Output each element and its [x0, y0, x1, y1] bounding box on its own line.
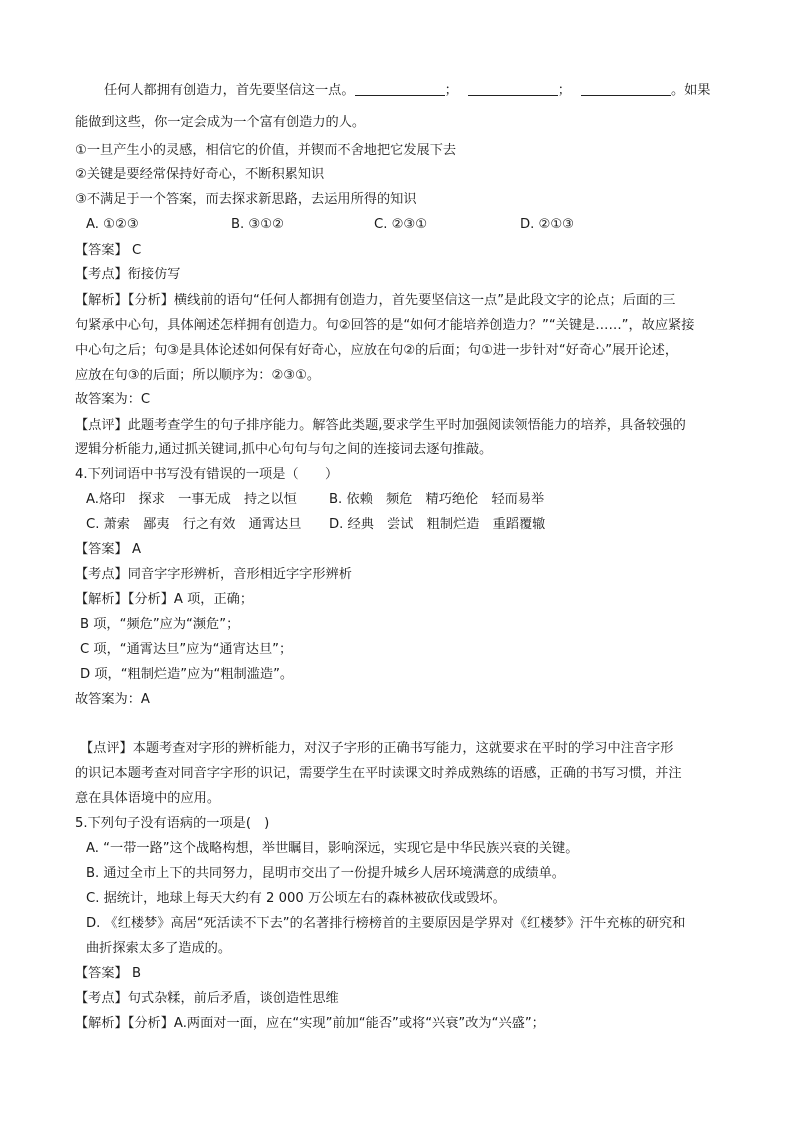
- q4-options-row2: [86, 516, 545, 534]
- q3-dianping-line2: 逻辑分析能力,通过抓关键词,抓中心句句与句之间的连接词去逐句推敲。: [75, 442, 493, 457]
- q4-jiexi-c: C 项，“通霄达旦”应为“通宵达旦”；: [80, 642, 293, 657]
- q3-jiexi-line3: 中心句之后；句③是具体论述如何保有好奇心，应放在句②的后面；句①进一步针对“好奇心”展开论述，: [75, 343, 679, 358]
- q3-item-3: ③不满足于一个答案，而去探求新思路，去运用所得的知识: [75, 192, 417, 207]
- q3-option-a: A. ①②③: [86, 217, 139, 232]
- q3-stem-tail: 。如果: [670, 83, 711, 98]
- blank-2: [468, 82, 558, 96]
- q3-options: [86, 216, 574, 234]
- separator: ；: [557, 83, 571, 98]
- q3-option-d: D. ②①③: [520, 217, 575, 232]
- q4-option-b: B. 依赖 频危 精巧绝伦 轻而易举: [329, 492, 545, 507]
- q5-option-d-line1: D. 《红楼梦》高居“死活读不下去”的名著排行榜榜首的主要原因是学界对《红楼梦》汗牛充栋的研究和: [86, 916, 686, 931]
- q5-stem: 5.下列句子没有语病的一项是( ): [75, 816, 270, 831]
- q4-option-d: D. 经典 尝试 粗制烂造 重蹈覆辙: [329, 517, 546, 532]
- q5-option-d-line2: 曲折探索太多了造成的。: [86, 941, 232, 956]
- q5-kaodian: 【考点】句式杂糅，前后矛盾，谈创造性思维: [75, 991, 339, 1006]
- q5-answer: 【答案】 B: [75, 966, 141, 981]
- q3-option-b: B. ③①②: [231, 217, 284, 232]
- q5-option-b: B. 通过全市上下的共同努力，昆明市交出了一份提升城乡人居环境满意的成绩单。: [86, 866, 565, 881]
- separator: ；: [444, 83, 458, 98]
- q4-jiexi: 【解析】【分析】A 项，正确；: [75, 592, 254, 607]
- q4-kaodian: 【考点】同音字字形辨析，音形相近字字形辨析: [75, 567, 352, 582]
- blank-3: [581, 82, 671, 96]
- q3-item-2: ②关键是要经常保持好奇心，不断积累知识: [75, 167, 325, 182]
- q5-option-a: A. “一带一路”这个战略构想，举世瞩目，影响深远，实现它是中华民族兴衰的关键。: [86, 841, 579, 856]
- q4-jiexi-d: D 项，“粗制烂造”应为“粗制滥造”。: [80, 667, 294, 682]
- q4-dianping-line1: 【点评】本题考查对字形的辨析能力，对汉子字形的正确书写能力，这就要求在平时的学习中注音字形: [80, 741, 674, 756]
- q4-options-row1: [86, 491, 544, 509]
- q3-dianping-line1: 【点评】此题考查学生的句子排序能力。解答此类题,要求学生平时加强阅读领悟能力的培养，具备较强的: [75, 418, 686, 433]
- q3-jiexi-line2: 句紧承中心句，具体阐述怎样拥有创造力。句②回答的是“如何才能培养创造力？”“关键是……”，故应紧接: [75, 318, 695, 333]
- q4-option-a: A.烙印 探求 一事无成 持之以恒: [86, 492, 297, 507]
- q3-jiexi-line4: 应放在句③的后面；所以顺序为：②③①。: [75, 368, 321, 383]
- q5-option-c: C. 据统计，地球上每天大约有 2 000 万公顷左右的森林被砍伐或毁坏。: [86, 891, 506, 906]
- q3-item-1: ①一旦产生小的灵感，相信它的价值，并锲而不舍地把它发展下去: [75, 143, 457, 158]
- q3-stem-line2: 能做到这些，你一定会成为一个富有创造力的人。: [75, 115, 366, 130]
- q3-jiexi-line1: 【解析】【分析】横线前的语句“任何人都拥有创造力，首先要坚信这一点”是此段文字的论点；后面的三: [75, 293, 676, 308]
- q4-stem: 4.下列词语中书写没有错误的一项是（ ）: [75, 467, 339, 482]
- q3-option-c: C. ②③①: [374, 217, 428, 232]
- q3-stem-text: 任何人都拥有创造力，首先要坚信这一点。: [104, 83, 355, 98]
- q4-answer: 【答案】 A: [75, 542, 141, 557]
- blank-1: [355, 82, 445, 96]
- q4-option-c: C. 萧索 鄙夷 行之有效 通霄达旦: [86, 517, 302, 532]
- q4-dianping-line3: 意在具体语境中的应用。: [75, 791, 221, 806]
- q4-jiexi-b: B 项，“频危”应为“濒危”；: [80, 617, 240, 632]
- q3-stem-line1: [104, 82, 711, 100]
- q5-jiexi: 【解析】【分析】A.两面对一面，应在“实现”前加“能否”或将“兴衰”改为“兴盛”；: [75, 1016, 545, 1031]
- q3-kaodian: 【考点】衔接仿写: [75, 267, 181, 282]
- q4-final-answer: 故答案为：A: [75, 692, 150, 707]
- q4-dianping-line2: 的识记本题考查对同音字字形的识记，需要学生在平时读课文时养成熟练的语感，正确的书写习惯，并注: [75, 766, 682, 781]
- q3-final-answer: 故答案为：C: [75, 392, 151, 407]
- q3-answer: 【答案】 C: [75, 243, 142, 258]
